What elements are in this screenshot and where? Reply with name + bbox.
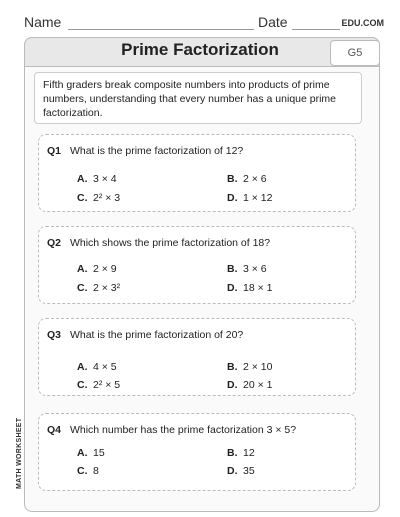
intro-text: Fifth graders break composite numbers into products of prime numbers, understanding that every number has a unique prime factorization.: [34, 72, 362, 124]
option-a[interactable]: A. 4 × 5: [77, 361, 117, 373]
option-b[interactable]: B. 2 × 10: [227, 361, 273, 373]
option-d[interactable]: D. 35: [227, 465, 255, 477]
option-b[interactable]: B. 2 × 6: [227, 173, 267, 185]
option-d[interactable]: D. 18 × 1: [227, 282, 273, 294]
question-prompt: [47, 329, 243, 341]
option-a[interactable]: A. 2 × 9: [77, 263, 117, 275]
question-text: Which number has the prime factorization 3 × 5?: [69, 424, 297, 436]
worksheet-header: [24, 12, 384, 34]
option-d[interactable]: D. 20 × 1: [227, 379, 273, 391]
page-title: Prime Factorization: [121, 40, 279, 59]
question-prompt: [47, 237, 270, 249]
option-a[interactable]: A. 15: [77, 447, 105, 459]
side-label: MATH WORKSHEET: [16, 417, 23, 489]
option-c[interactable]: C. 2² × 3: [77, 192, 121, 204]
date-line: [292, 29, 340, 30]
question-prompt: [47, 424, 296, 436]
question-prompt: [47, 145, 243, 157]
option-d[interactable]: D. 1 × 12: [227, 192, 273, 204]
brand-logo: EDU.COM: [341, 18, 384, 28]
date-label: Date: [258, 14, 288, 30]
grade-badge: G5: [330, 40, 380, 66]
question-number: Q3: [47, 329, 62, 341]
option-b[interactable]: B. 3 × 6: [227, 263, 267, 275]
question-card: [38, 134, 356, 212]
question-text: What is the prime factorization of 12?: [69, 145, 244, 157]
question-text: Which shows the prime factorization of 18?: [69, 237, 271, 249]
question-card: [38, 413, 356, 491]
option-b[interactable]: B. 12: [227, 447, 255, 459]
option-c[interactable]: C. 2² × 5: [77, 379, 121, 391]
option-c[interactable]: C. 2 × 3²: [77, 282, 121, 294]
question-card: [38, 318, 356, 396]
option-a[interactable]: A. 3 × 4: [77, 173, 117, 185]
question-number: Q4: [47, 424, 62, 436]
question-text: What is the prime factorization of 20?: [69, 329, 244, 341]
question-number: Q1: [47, 145, 62, 157]
question-card: [38, 226, 356, 304]
name-line: [68, 29, 254, 30]
name-label: Name: [24, 14, 62, 30]
option-c[interactable]: C. 8: [77, 465, 99, 477]
question-number: Q2: [47, 237, 62, 249]
